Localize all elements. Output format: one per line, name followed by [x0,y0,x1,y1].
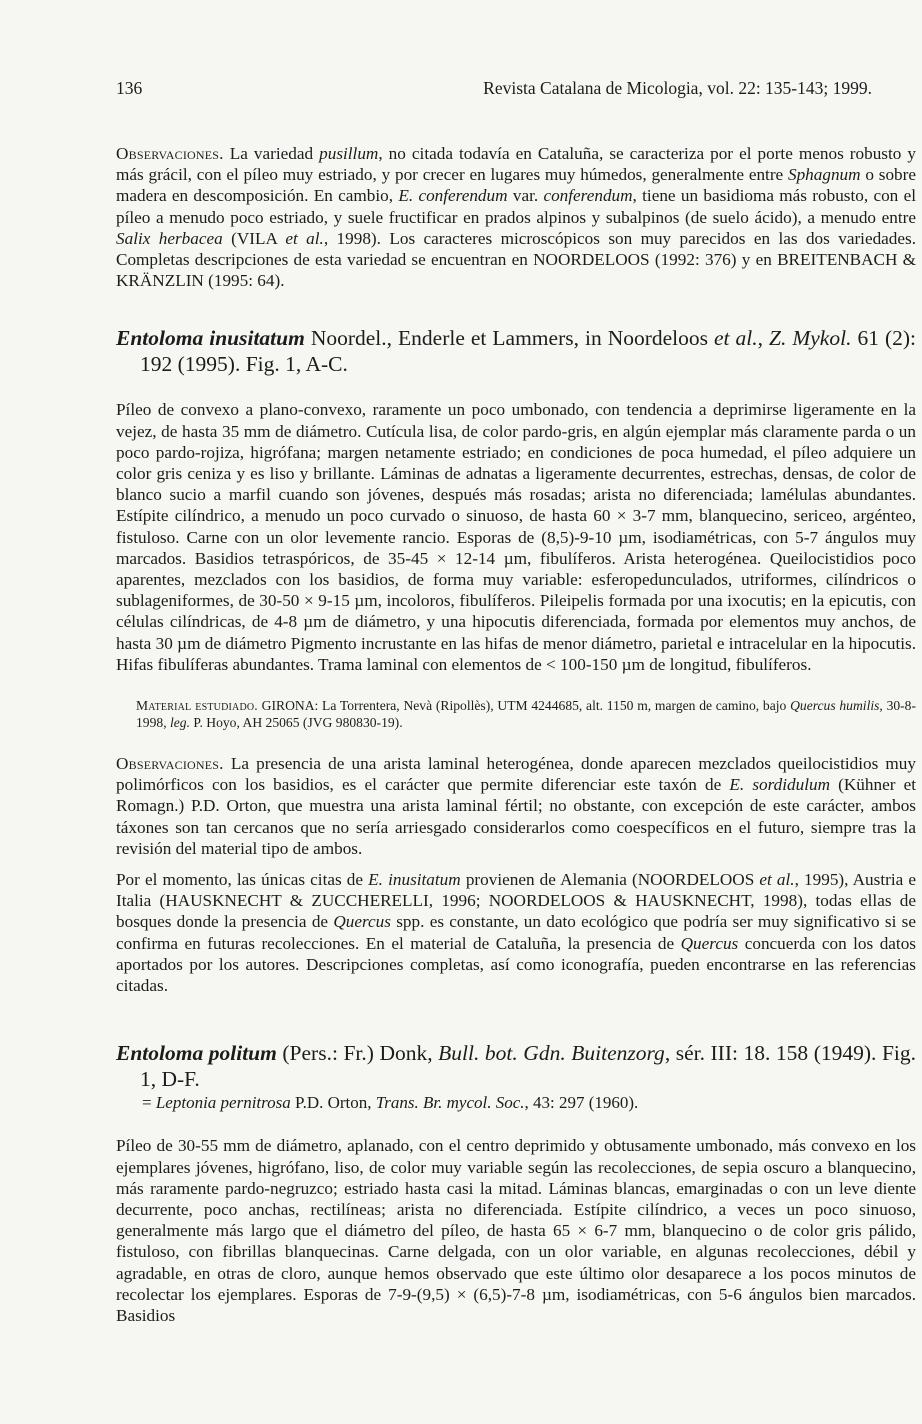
synonym-line: = Leptonia pernitrosa P.D. Orton, Trans. Br. mycol. Soc., 43: 297 (1960). [142,1093,639,1113]
description-paragraph-inusitatum: Píleo de convexo a plano-convexo, raramente un poco umbonado, con tendencia a deprimirse ligeramente en la vejez, de hasta 35 mm de diámetro. Cutícula lisa, de color pardo-gris, en algún ejemplar más claramente parda o un poco pardo-rojiza, higrófana; margen netamente estriado; en condiciones de poca humedad, el píleo adquiere un color gris ceniza y es liso y brillante. Láminas de adnatas a ligeramente decurrentes, estrechas, densas, de color de blanco sucio a marfil cuando son jóvenes, después más rosadas; arista no diferenciada; lamélulas abundantes. Estípite cilíndrico, a menudo un poco curvado o sinuoso, de hasta 60 × 3-7 mm, blanquecino, sericeo, argénteo, fistuloso. Carne con un olor levemente rancio. Esporas de (8,5)-9-10 µm, isodiamétricas, con 5-7 ángulos muy marcados. Basidios tetraspóricos, de 35-45 × 12-14 µm, fibulíferos. Arista heterogénea. Queilocistidios poco aparentes, mezclados con los basidios, de forma muy variable: esferopedunculados, utriformes, cilíndricos o sublageniformes, de 30-50 × 9-15 µm, incoloros, fibulíferos. Pileipelis formada por una ixocutis; en la epicutis, con células cilíndricas, de 4-8 µm de diámetro, y una hipocutis diferenciada, formada por elementos muy anchos, de hasta 30 µm de diámetro Pigmento incrustante en las hifas de menor diámetro, parietal e intracelular en la hipocutis. Hifas fibulíferas abundantes. Trama laminal con elementos de < 100-150 µm de longitud, fibulíferos. [116,400,916,674]
main-content [116,143,916,1326]
material-label: Material estudiado. [136,698,258,714]
observations-label: Observaciones. [116,754,224,774]
running-header [116,78,872,102]
species-name: Entoloma inusitatum [116,326,305,351]
description-paragraph-politum: Píleo de 30-55 mm de diámetro, aplanado, con el centro deprimido y obtusamente umbonado, más convexo en los ejemplares jóvenes, higrófano, liso, de color muy variable según las recolecciones, de sepia oscuro a blanquecino, más raramente pardo-negruzco; estriado hasta casi la mitad. Láminas blancas, emarginadas o con un leve diente decurrente, poco anchas, rectilíneas; arista no diferenciada. Estípite cilíndrico, a veces un poco sinuoso, generalmente más largo que el diámetro del píleo, de hasta 65 × 6-7 mm, blanquecino o de color gris pálido, fistuloso, con fibrillas blanquecinas. Carne delgada, con un olor variable, en algunas recolecciones, débil y agradable, en otras de cloro, aunque hemos observado que este último olor desaparece a los pocos minutos de recolectar los ejemplares. Esporas de 7-9-(9,5) × (6,5)-7-8 µm, isodiamétricas, con 5-6 ángulos bien marcados. Basidios [116,1136,916,1325]
page-number: 136 [116,78,143,98]
species-name: Entoloma politum [116,1041,277,1066]
observations-label: Observaciones. [116,144,224,163]
species-heading-politum: Entoloma politum (Pers.: Fr.) Donk, Bull. bot. Gdn. Buitenzorg, sér. III: 18. 158 (1949). Fig. 1, D-F. [116,1041,917,1092]
journal-citation: Revista Catalana de Micologia, vol. 22: 135-143; 1999. [483,78,872,98]
species-heading-inusitatum: Entoloma inusitatum Noordel., Enderle et Lammers, in Noordeloos et al., Z. Mykol. 61 (2): 192 (1995). Fig. 1, A-C. [116,326,916,377]
observations-paragraph-1: Observaciones. La variedad pusillum, no citada todavía en Cataluña, se caracteriza por el porte menos robusto y más grácil, con el píleo muy estriado, y por crecer en lugares muy húmedos, generalmente entre Sphagnum o sobre madera en descomposición. En cambio, E. conferendum var. conferendum, tiene un basidioma más robusto, con el píleo a menudo poco estriado, y suele fructificar en prados alpinos y subalpinos (de suelo ácido), a menudo entre Salix herbacea (VILA et al., 1998). Los caracteres microscópicos son muy parecidos en las dos variedades. Completas descripciones de esta variedad se encuentran en NOORDELOOS (1992: 376) y en BREITENBACH & KRÄNZLIN (1995: 64). [116,144,917,291]
distribution-paragraph: Por el momento, las únicas citas de E. inusitatum provienen de Alemania (NOORDELOOS et al., 1995), Austria e Italia (HAUSKNECHT & ZUCCHERELLI, 1996; NOORDELOOS & HAUSKNECHT, 1998), todas ellas de bosques donde la presencia de Quercus spp. es constante, un dato ecológico que podría ser muy significativo si se confirma en futuras recolecciones. En el material de Cataluña, la presencia de Quercus concuerda con los datos aportados por los autores. Descripciones completas, así como iconografía, pueden encontrarse en las referencias citadas. [116,870,916,996]
observations-paragraph-2: Observaciones. La presencia de una arista laminal heterogénea, donde aparecen mezclados queilocistidios muy polimórficos con los basidios, es el carácter que permite diferenciar este taxón de E. sordidulum (Kühner et Romagn.) P.D. Orton, que muestra una arista laminal fértil; no obstante, con excepción de este carácter, ambos táxones son tan cercanos que no sería arriesgado considerarlos como coespecíficos en el futuro, siempre tras la revisión del material tipo de ambos. [116,754,917,858]
material-studied: Material estudiado. GIRONA: La Torrentera, Nevà (Ripollès), UTM 4244685, alt. 1150 m, margen de camino, bajo Quercus humilis, 30-8-1998, leg. P. Hoyo, AH 25065 (JVG 980830-19). [136,698,917,731]
